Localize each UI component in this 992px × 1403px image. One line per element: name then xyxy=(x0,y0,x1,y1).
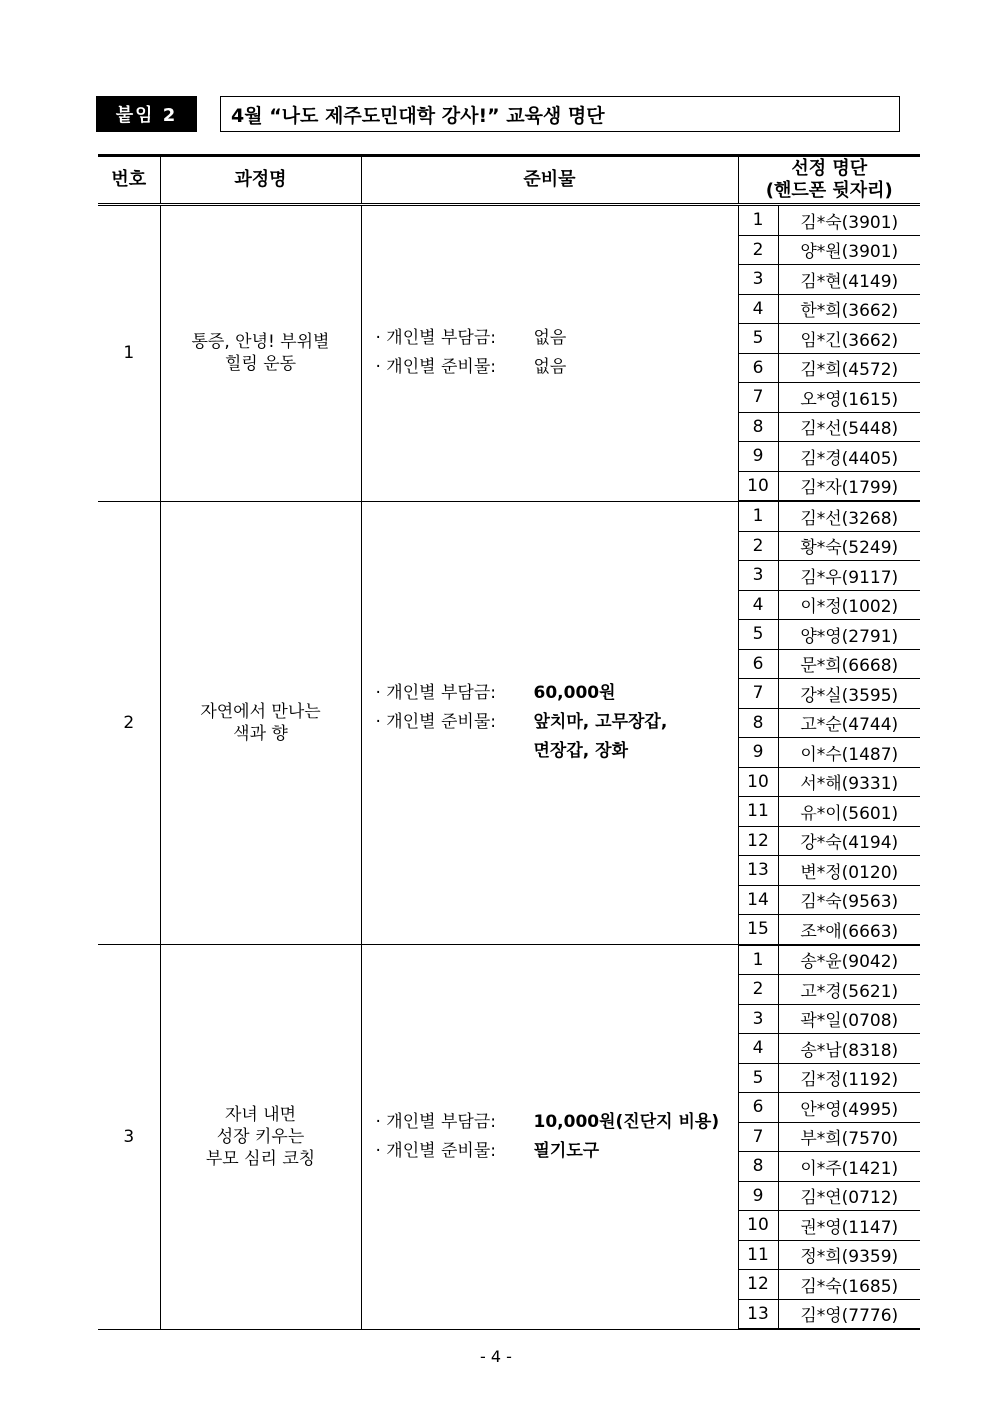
roster-body xyxy=(98,205,920,1330)
member-index: 2 xyxy=(738,531,778,561)
member-name: 김*영(7776) xyxy=(778,1299,920,1329)
member-name: 변*정(0120) xyxy=(778,856,920,886)
member-index: 2 xyxy=(738,975,778,1005)
member-index: 10 xyxy=(738,767,778,797)
member-name: 부*희(7570) xyxy=(778,1122,920,1152)
member-index: 1 xyxy=(738,501,778,531)
fee-value: 60,000원 xyxy=(533,683,616,704)
items-value: 앞치마, 고무장갑, xyxy=(533,712,668,733)
course-name-line: 부모 심리 코칭 xyxy=(205,1148,316,1169)
member-name: 안*영(4995) xyxy=(778,1093,920,1123)
member-name: 정*희(9359) xyxy=(778,1240,920,1270)
member-index: 12 xyxy=(738,1270,778,1300)
roster-table xyxy=(98,154,920,1330)
member-name: 곽*일(0708) xyxy=(778,1004,920,1034)
items-label: · 개인별 준비물: xyxy=(375,1140,496,1161)
header-selected-line2: (핸드폰 뒷자리) xyxy=(765,180,893,201)
member-name: 김*현(4149) xyxy=(778,265,920,295)
member-index: 11 xyxy=(738,797,778,827)
member-index: 5 xyxy=(738,620,778,650)
course-name-line: 통증, 안녕! 부위별 xyxy=(191,332,330,353)
course-name-line: 자연에서 만나는 xyxy=(200,701,321,722)
member-index: 3 xyxy=(738,1004,778,1034)
member-name: 임*긴(3662) xyxy=(778,324,920,354)
header-selected-line1: 선정 명단 xyxy=(791,158,868,179)
member-index: 14 xyxy=(738,885,778,915)
member-index: 7 xyxy=(738,383,778,413)
course-number: 3 xyxy=(98,945,160,1330)
header-course: 과정명 xyxy=(160,156,361,205)
member-index: 4 xyxy=(738,294,778,324)
member-index: 4 xyxy=(738,590,778,620)
member-name: 강*숙(4194) xyxy=(778,826,920,856)
member-index: 6 xyxy=(738,1093,778,1123)
member-index: 3 xyxy=(738,561,778,591)
member-name: 이*주(1421) xyxy=(778,1152,920,1182)
member-index: 9 xyxy=(738,442,778,472)
member-name: 김*정(1192) xyxy=(778,1063,920,1093)
member-index: 9 xyxy=(738,738,778,768)
items-value: 없음 xyxy=(533,357,567,378)
fee-label: · 개인별 부담금: xyxy=(375,328,496,349)
member-name: 한*희(3662) xyxy=(778,294,920,324)
member-index: 13 xyxy=(738,856,778,886)
course-name xyxy=(160,205,361,502)
member-name: 김*숙(9563) xyxy=(778,885,920,915)
member-name: 송*남(8318) xyxy=(778,1034,920,1064)
table-header-row xyxy=(98,156,920,205)
member-name: 권*영(1147) xyxy=(778,1211,920,1241)
preparation-info xyxy=(361,501,738,945)
items-line xyxy=(376,708,738,737)
items-line xyxy=(376,353,738,382)
fee-line xyxy=(376,679,738,708)
member-name: 황*숙(5249) xyxy=(778,531,920,561)
member-name: 강*실(3595) xyxy=(778,679,920,709)
member-name: 양*원(3901) xyxy=(778,235,920,265)
member-name: 오*영(1615) xyxy=(778,383,920,413)
preparation-info xyxy=(361,205,738,502)
table-row xyxy=(98,501,920,531)
member-index: 9 xyxy=(738,1181,778,1211)
header-selected xyxy=(738,156,920,205)
course-name-line: 힐링 운동 xyxy=(224,354,297,375)
document-title: 4월 “나도 제주도민대학 강사!” 교육생 명단 xyxy=(220,96,900,132)
member-index: 10 xyxy=(738,1211,778,1241)
course-name-line: 자녀 내면 xyxy=(224,1104,297,1125)
member-name: 이*정(1002) xyxy=(778,590,920,620)
member-name: 양*영(2791) xyxy=(778,620,920,650)
preparation-info xyxy=(361,945,738,1330)
course-number: 2 xyxy=(98,501,160,945)
member-name: 김*희(4572) xyxy=(778,353,920,383)
member-index: 13 xyxy=(738,1299,778,1329)
member-name: 서*해(9331) xyxy=(778,767,920,797)
member-name: 김*선(5448) xyxy=(778,412,920,442)
member-name: 조*애(6663) xyxy=(778,915,920,945)
items-label: · 개인별 준비물: xyxy=(375,357,496,378)
items-label: · 개인별 준비물: xyxy=(375,712,496,733)
header-prep: 준비물 xyxy=(361,156,738,205)
table-row xyxy=(98,945,920,975)
member-index: 5 xyxy=(738,1063,778,1093)
member-name: 유*이(5601) xyxy=(778,797,920,827)
member-index: 15 xyxy=(738,915,778,945)
course-number: 1 xyxy=(98,205,160,502)
fee-line xyxy=(376,1108,738,1137)
document-header xyxy=(96,96,900,132)
member-index: 7 xyxy=(738,1122,778,1152)
course-name xyxy=(160,501,361,945)
header-number: 번호 xyxy=(98,156,160,205)
course-name xyxy=(160,945,361,1330)
items-value-continued: 면장갑, 장화 xyxy=(533,741,628,762)
page-number: - 4 - xyxy=(480,1347,512,1366)
fee-line xyxy=(376,324,738,353)
member-name: 김*경(4405) xyxy=(778,442,920,472)
member-index: 5 xyxy=(738,324,778,354)
member-name: 고*경(5621) xyxy=(778,975,920,1005)
course-name-line: 성장 키우는 xyxy=(216,1126,305,1147)
member-index: 8 xyxy=(738,708,778,738)
fee-value: 10,000원(진단지 비용) xyxy=(533,1111,720,1132)
member-index: 4 xyxy=(738,1034,778,1064)
member-index: 6 xyxy=(738,649,778,679)
member-index: 2 xyxy=(738,235,778,265)
member-name: 김*연(0712) xyxy=(778,1181,920,1211)
member-index: 10 xyxy=(738,471,778,501)
member-index: 8 xyxy=(738,1152,778,1182)
member-index: 7 xyxy=(738,679,778,709)
member-index: 6 xyxy=(738,353,778,383)
attachment-badge: 붙임 2 xyxy=(96,96,197,132)
member-name: 김*선(3268) xyxy=(778,501,920,531)
member-name: 김*숙(1685) xyxy=(778,1270,920,1300)
member-name: 고*순(4744) xyxy=(778,708,920,738)
member-name: 김*자(1799) xyxy=(778,471,920,501)
member-name: 김*숙(3901) xyxy=(778,205,920,236)
items-value: 필기도구 xyxy=(533,1140,600,1161)
member-name: 김*우(9117) xyxy=(778,561,920,591)
fee-value: 없음 xyxy=(533,328,567,349)
member-index: 1 xyxy=(738,945,778,975)
member-index: 1 xyxy=(738,205,778,236)
member-index: 8 xyxy=(738,412,778,442)
member-name: 문*희(6668) xyxy=(778,649,920,679)
items-line xyxy=(376,1137,738,1166)
course-name-line: 색과 향 xyxy=(233,723,288,744)
member-index: 3 xyxy=(738,265,778,295)
member-index: 12 xyxy=(738,826,778,856)
member-index: 11 xyxy=(738,1240,778,1270)
fee-label: · 개인별 부담금: xyxy=(375,683,496,704)
table-row xyxy=(98,205,920,236)
member-name: 송*윤(9042) xyxy=(778,945,920,975)
fee-label: · 개인별 부담금: xyxy=(375,1111,496,1132)
member-name: 이*수(1487) xyxy=(778,738,920,768)
